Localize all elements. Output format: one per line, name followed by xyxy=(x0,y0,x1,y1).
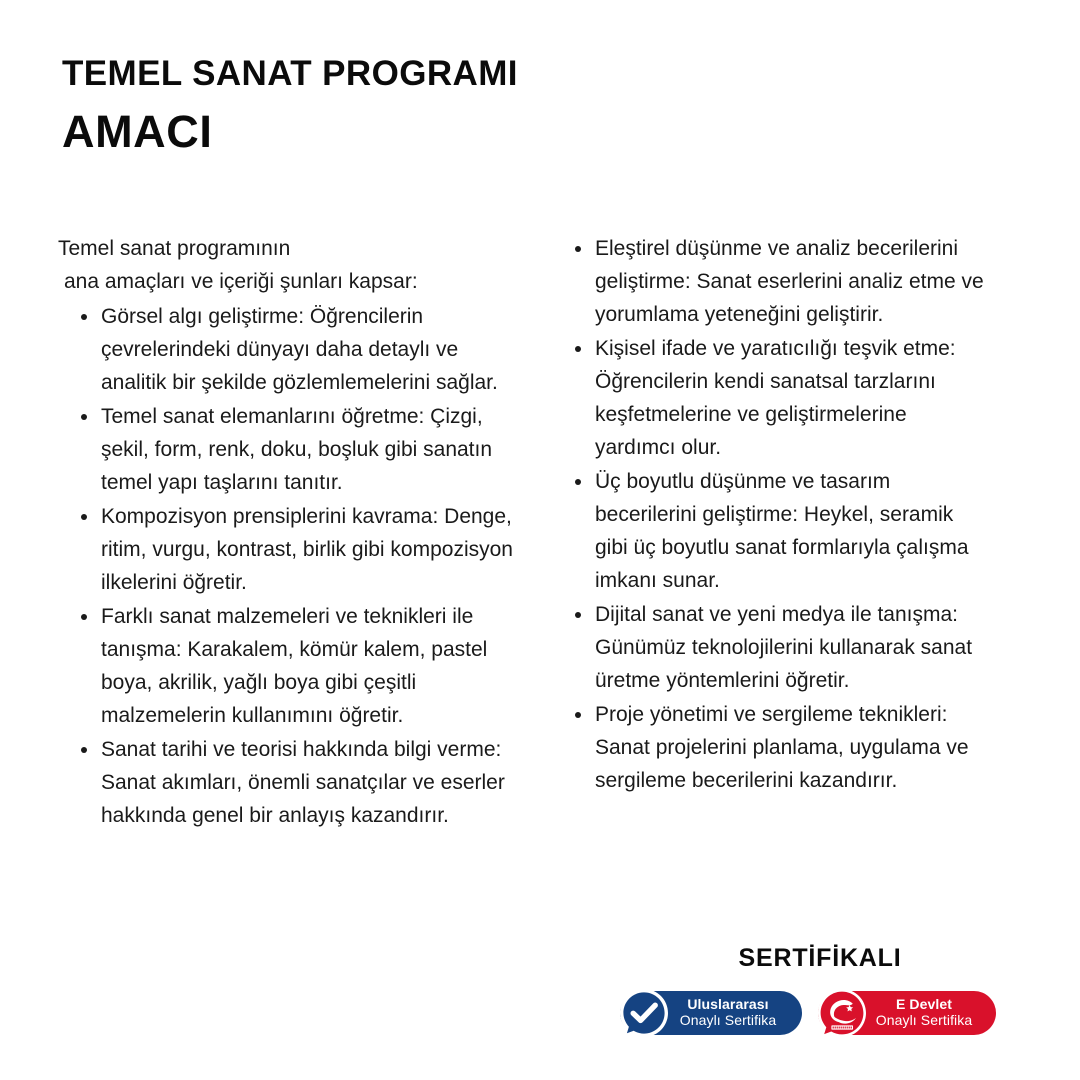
left-bullet-list xyxy=(58,300,527,832)
badge-title: Uluslararası xyxy=(687,996,769,1013)
content-columns xyxy=(0,232,1080,833)
list-item: Sanat tarihi ve teorisi hakkında bilgi verme: Sanat akımları, önemli sanatçılar ve eserler hakkında genel bir anlayış kazandırır. xyxy=(58,733,527,832)
badge-title: E Devlet xyxy=(895,996,953,1013)
list-item: Kompozisyon prensiplerini kavrama: Denge, ritim, vurgu, kontrast, birlik gibi kompozisyon ilkelerini öğretir. xyxy=(58,500,527,599)
right-bullet-list xyxy=(559,232,985,797)
intro-paragraph xyxy=(58,232,527,298)
badge-subtitle: Onaylı Sertifika xyxy=(679,1012,777,1028)
list-item: Üç boyutlu düşünme ve tasarım becerilerini geliştirme: Heykel, seramik gibi üç boyutlu sanat formlarıyla çalışma imkanı sunar. xyxy=(559,465,985,597)
left-column xyxy=(0,232,545,833)
page-title-line-2: AMACI xyxy=(62,106,213,157)
certification-badge-row xyxy=(620,991,1020,1035)
page-title-line-1: TEMEL SANAT PROGRAMI xyxy=(62,54,518,93)
check-circle-icon xyxy=(618,987,670,1039)
right-column xyxy=(545,232,1005,798)
badge-e-devlet xyxy=(818,991,996,1035)
list-item: Proje yönetimi ve sergileme teknikleri: Sanat projelerini planlama, uygulama ve sergileme becerilerini kazandırır. xyxy=(559,698,985,797)
badge-uluslararasi-text xyxy=(670,997,786,1029)
list-item: Dijital sanat ve yeni medya ile tanışma: Günümüz teknolojilerini kullanarak sanat üretme yöntemlerini öğretir. xyxy=(559,598,985,697)
list-item: Temel sanat elemanlarını öğretme: Çizgi, şekil, form, renk, doku, boşluk gibi sanatın temel yapı taşlarını tanıtır. xyxy=(58,400,527,499)
badge-uluslararasi xyxy=(620,991,802,1035)
list-item: Görsel algı geliştirme: Öğrencilerin çevrelerindeki dünyayı daha detaylı ve analitik bir şekilde gözlemlemelerini sağlar. xyxy=(58,300,527,399)
certification-block xyxy=(620,944,1020,1035)
page-header xyxy=(62,54,962,157)
intro-line-1: Temel sanat programının xyxy=(58,237,291,260)
e-devlet-logo-icon xyxy=(816,987,868,1039)
certification-heading: SERTİFİKALI xyxy=(738,944,902,972)
badge-subtitle: Onaylı Sertifika xyxy=(875,1012,973,1028)
list-item: Eleştirel düşünme ve analiz becerilerini geliştirme: Sanat eserlerini analiz etme ve yorumlama yeteneğini geliştirir. xyxy=(559,232,985,331)
list-item: Kişisel ifade ve yaratıcılığı teşvik etme: Öğrencilerin kendi sanatsal tarzlarını keşfetmelerine ve geliştirmelerine yardımcı olur. xyxy=(559,332,985,464)
badge-e-devlet-text xyxy=(868,997,980,1029)
intro-line-2: ana amaçları ve içeriği şunları kapsar: xyxy=(64,270,418,293)
list-item: Farklı sanat malzemeleri ve teknikleri ile tanışma: Karakalem, kömür kalem, pastel boya, akrilik, yağlı boya gibi çeşitli malzemelerin kullanımını öğretir. xyxy=(58,600,527,732)
